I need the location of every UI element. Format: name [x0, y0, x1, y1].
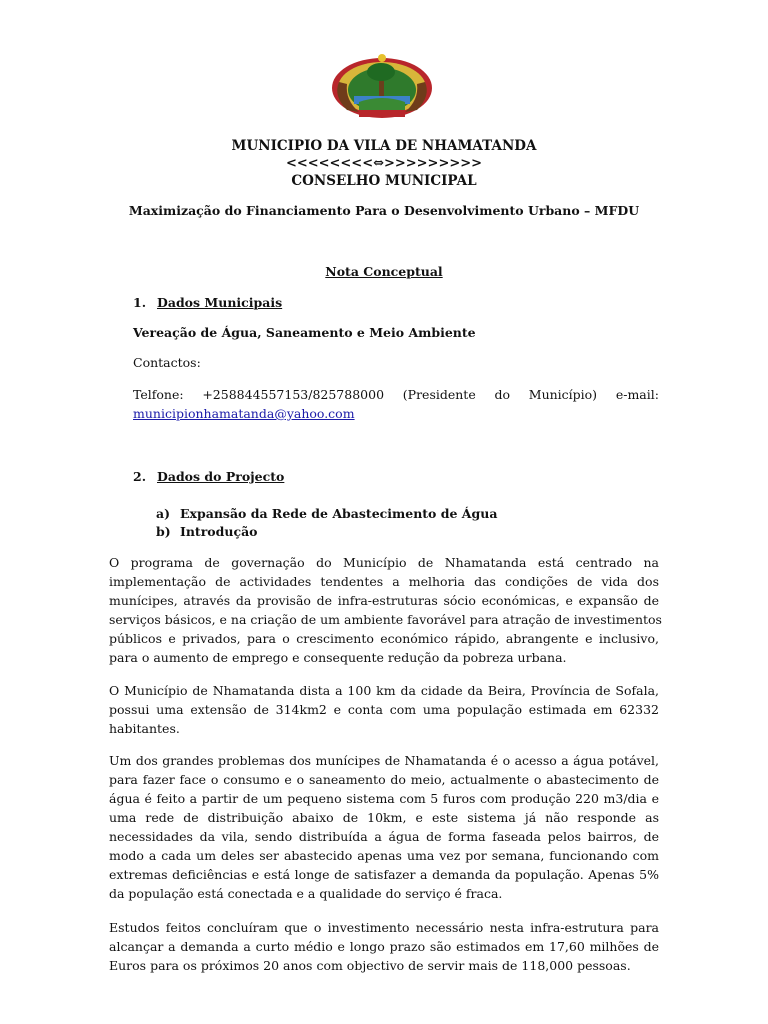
paragraph-line: implementação de actividades tendentes a melhoria das condições de vida dos — [109, 574, 659, 589]
paragraph-line: O programa de governação do Município de Nhamatanda está centrado na — [109, 555, 659, 570]
section-1-number: 1. — [133, 295, 147, 310]
phone-label: Telfone: — [133, 387, 184, 402]
phone-note-2: do — [494, 387, 511, 402]
paragraph-line: públicos e privados, para o crescimento económico rápido, abrangente e inclusivo, — [109, 631, 659, 646]
paragraph-line: habitantes. — [109, 721, 180, 736]
paragraph-line: modo a cada um deles ser abastecido apenas uma vez por semana, funcionando com — [109, 848, 659, 863]
item-a-letter: a) — [156, 506, 171, 521]
paragraph-line: para o aumento de emprego e consequente redução da pobreza urbana. — [109, 650, 567, 665]
paragraph-line: água é feito a partir de um pequeno sistema com 5 furos com produção 220 m3/dia e — [109, 791, 659, 806]
section-2-title: Dados do Projecto — [157, 469, 285, 484]
paragraph-line: para fazer face o consumo e o saneamento do meio, actualmente o abastecimento de — [109, 772, 659, 787]
section-2-heading — [133, 469, 284, 484]
phone-value: +258844557153/825788000 — [202, 387, 385, 402]
item-b — [156, 524, 258, 539]
council-title: CONSELHO MUNICIPAL — [291, 173, 477, 189]
paragraph-line: possui uma extensão de 314km2 e conta com uma população estimada em 62332 — [109, 702, 659, 717]
paragraph-2 — [109, 681, 659, 738]
municipality-title: MUNICIPIO DA VILA DE NHAMATANDA — [231, 138, 537, 154]
email-link[interactable]: municipionhamatanda@yahoo.com — [133, 406, 355, 421]
paragraph-3 — [109, 751, 659, 903]
phone-line — [133, 387, 659, 402]
phone-note-3: Município) — [528, 387, 598, 402]
program-title: Maximização do Financiamento Para o Desenvolvimento Urbano – MFDU — [128, 203, 640, 218]
department-name: Vereação de Água, Saneamento e Meio Ambiente — [133, 325, 476, 340]
paragraph-line: munícipes, através da provisão de infra-estruturas sócio económicas, e expansão de — [109, 593, 659, 608]
paragraph-line: necessidades da vila, sendo distribuída a água de forma faseada pelos bairros, de — [109, 829, 659, 844]
document-heading: Nota Conceptual — [325, 264, 443, 279]
phone-note-1: (Presidente — [402, 387, 476, 402]
paragraph-line: O Município de Nhamatanda dista a 100 km da cidade da Beira, Província de Sofala, — [109, 683, 659, 698]
paragraph-4 — [109, 918, 659, 975]
paragraph-line: uma rede de distribuição abaixo de 10km, e este sistema já não responde as — [109, 810, 659, 825]
item-b-letter: b) — [156, 524, 171, 539]
section-1-title: Dados Municipais — [157, 295, 283, 310]
paragraph-line: extremas deficiências e está longe de satisfazer a demanda da população. Apenas 5% — [109, 867, 659, 882]
section-1-heading — [133, 295, 282, 310]
municipal-coat-of-arms-icon — [329, 52, 435, 120]
email-label: e-mail: — [615, 387, 659, 402]
item-a-text: Expansão da Rede de Abastecimento de Água — [180, 506, 498, 521]
contacts-label: Contactos: — [133, 355, 201, 370]
paragraph-line: Um dos grandes problemas dos munícipes de Nhamatanda é o acesso a água potável, — [109, 753, 659, 768]
paragraph-line: alcançar a demanda a curto médio e longo prazo são estimados em 17,60 milhões de — [109, 939, 659, 954]
paragraph-line: Euros para os próximos 20 anos com objectivo de servir mais de 118,000 pessoas. — [109, 958, 631, 973]
section-2-number: 2. — [133, 469, 147, 484]
item-a — [156, 506, 497, 521]
item-b-text: Introdução — [180, 524, 258, 539]
paragraph-1 — [109, 553, 662, 667]
paragraph-line: Estudos feitos concluíram que o investimento necessário nesta infra-estrutura para — [109, 920, 659, 935]
decorative-arrows: <<<<<<<<⇔>>>>>>>>> — [285, 156, 483, 171]
paragraph-line: da população está conectada e a qualidade do serviço é fraca. — [109, 886, 503, 901]
email-link-wrap — [133, 406, 355, 421]
paragraph-line: serviços básicos, e na criação de um ambiente favorável para atração de investimentos — [109, 612, 662, 627]
